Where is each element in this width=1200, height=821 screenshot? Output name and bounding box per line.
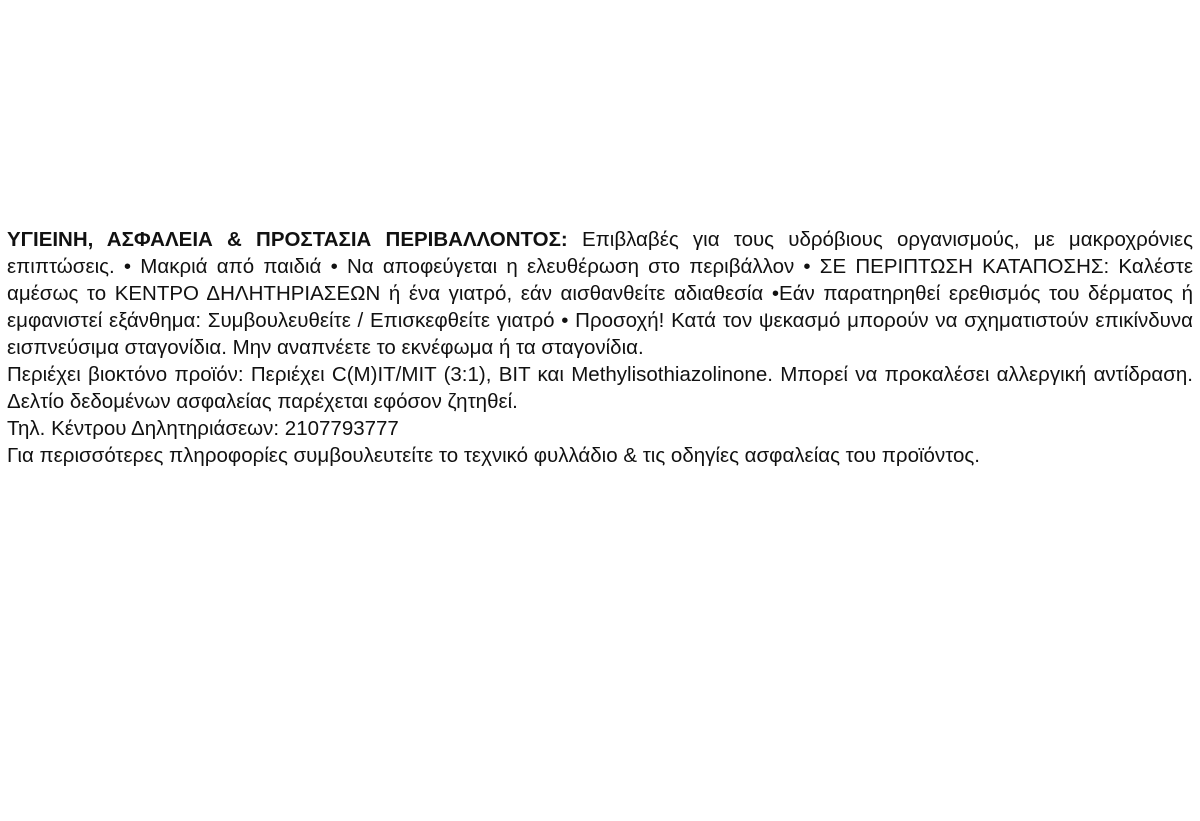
more-info-paragraph: Για περισσότερες πληροφορίες συμβουλευτείτε το τεχνικό φυλλάδιο & τις οδηγίες ασφαλείας του προϊόντος.: [7, 444, 980, 467]
poison-center-phone: Τηλ. Κέντρου Δηλητηριάσεων: 2107793777: [7, 417, 399, 440]
safety-text: Επιβλαβές για τους υδρόβιους οργανισμούς, με μακροχρόνιες επιπτώσεις. • Μακριά από παιδιά • Να αποφεύγεται η ελευθέρωση στο περιβάλλον • ΣΕ ΠΕΡΙΠΤΩΣΗ ΚΑΤΑΠΟΣΗΣ: Καλέστε αμέσως το ΚΕΝΤΡΟ ΔΗΛΗΤΗΡΙΑΣΕΩΝ ή ένα γιατρό, εάν αισθανθείτε αδιαθεσία •Εάν παρατηρηθεί ερεθισμός του δέρματος ή εμφανιστεί εξάνθημα: Συμβουλευθείτε / Επισκεφθείτε γιατρό • Προσοχή! Κατά τον ψεκασμό μπορούν να σχηματιστούν επικίνδυνα εισπνεύσιμα σταγονίδια. Μην αναπνέετε το εκνέφωμα ή τα σταγονίδια.: [7, 228, 1193, 359]
safety-paragraph: [7, 226, 1193, 361]
safety-heading: ΥΓΙΕΙΝΗ, ΑΣΦΑΛΕΙΑ & ΠΡΟΣΤΑΣΙΑ ΠΕΡΙΒΑΛΛΟΝΤΟΣ:: [7, 228, 568, 251]
biocide-paragraph: Περιέχει βιοκτόνο προϊόν: Περιέχει C(M)IT/MIT (3:1), BIT και Methylisothiazolinone. Μπορεί να προκαλέσει αλλεργική αντίδραση. Δελτίο δεδομένων ασφαλείας παρέχεται εφόσον ζητηθεί.: [7, 363, 1193, 413]
safety-label-text-block: [7, 226, 1193, 469]
